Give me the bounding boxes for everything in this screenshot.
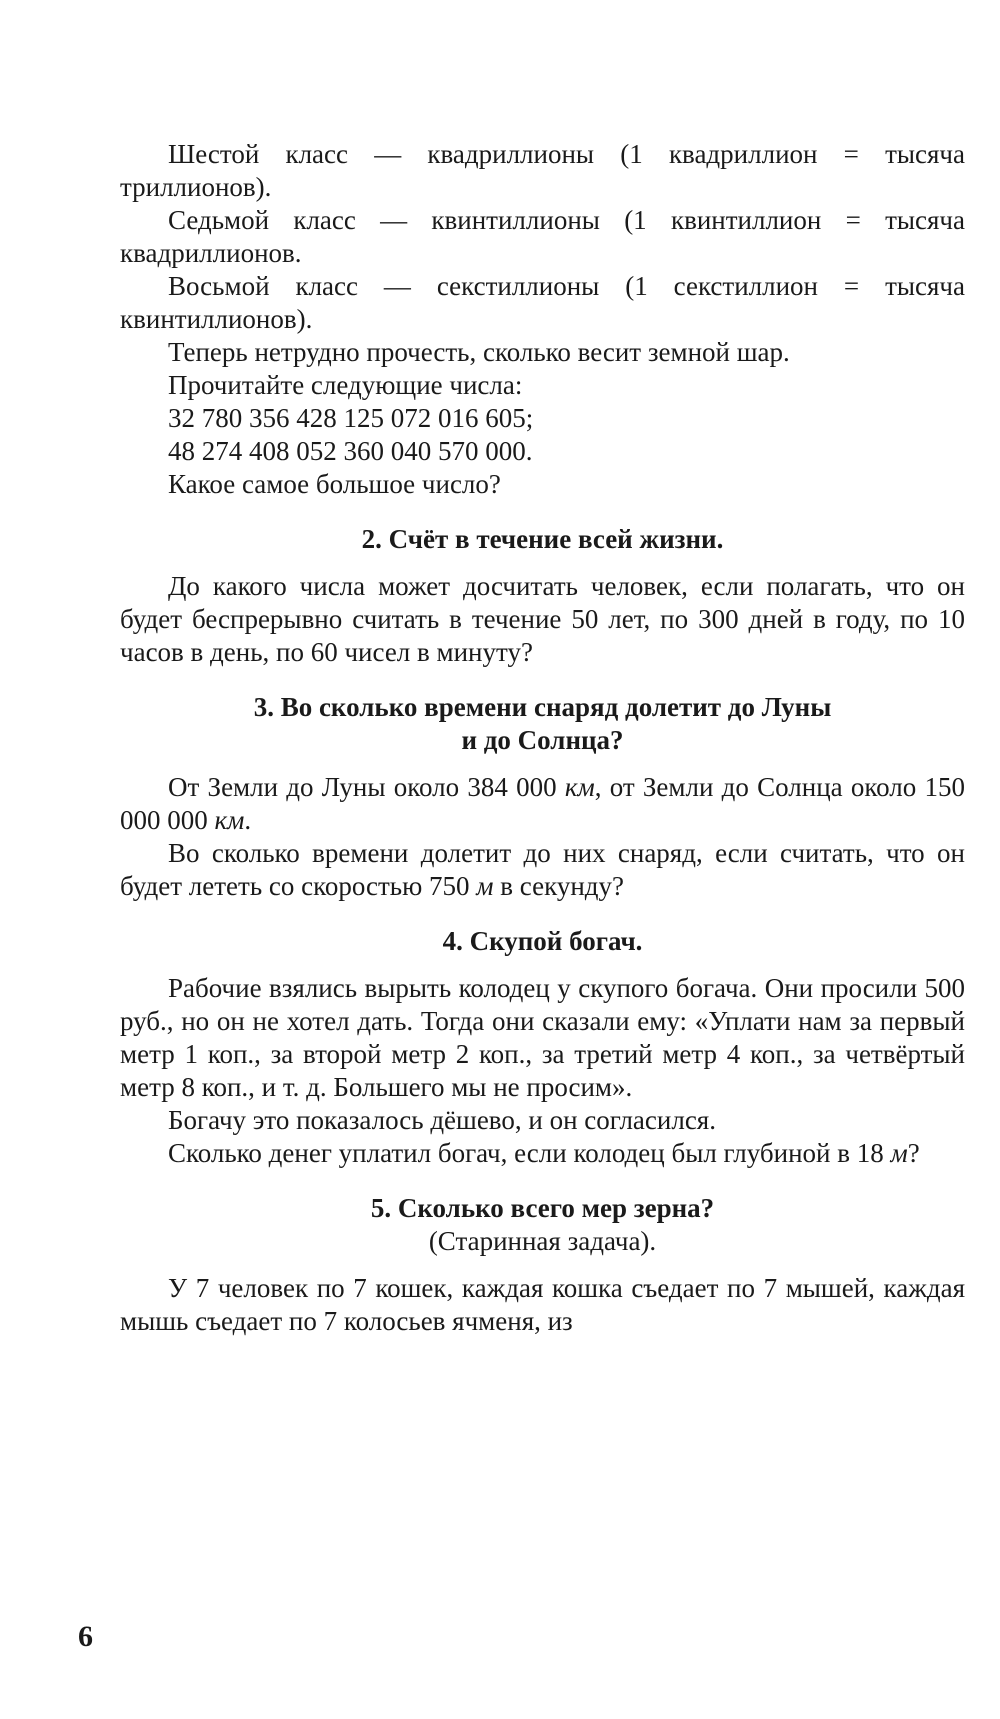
section-3-paragraph-1 — [120, 771, 965, 837]
section-3-p1-text-a: От Земли до Луны около 384 000 — [168, 772, 565, 802]
section-3-title — [120, 691, 965, 757]
section-4-p3-text-b: ? — [907, 1138, 920, 1168]
section-4-p3-text-a: Сколько денег уплатил богач, если колодец был глубиной в 18 — [168, 1138, 891, 1168]
section-4-paragraph-2: Богачу это показалось дёшево, и он согласился. — [168, 1105, 716, 1135]
paragraph-earth-weight: Теперь нетрудно прочесть, сколько весит земной шар. — [168, 337, 790, 367]
unit-km-1: км — [564, 772, 595, 802]
section-5-paragraph: У 7 человек по 7 кошек, каждая кошка съедает по 7 мышей, каждая мышь съедает по 7 колосьев ячменя, из — [120, 1273, 965, 1336]
section-4-paragraph-1: Рабочие взялись вырыть колодец у скупого богача. Они просили 500 руб., но он не хотел дать. Тогда они сказали ему: «Уплати нам за первый метр 1 коп., за второй метр 2 коп., за третий метр 4 коп., за четвёртый метр 8 коп., и т. д. Большего мы не просим». — [120, 973, 965, 1102]
paragraph-eighth-class: Восьмой класс — секстиллионы (1 секстиллион = тысяча квинтиллионов). — [120, 271, 965, 334]
paragraph-sixth-class: Шестой класс — квадриллионы (1 квадриллион = тысяча триллионов). — [120, 139, 965, 202]
section-3-p1-text-b: , от Земли до Солнца около 150 000 000 — [120, 772, 965, 835]
page-number: 6 — [78, 1620, 93, 1653]
paragraph-largest-number: Какое самое большое число? — [168, 469, 501, 499]
section-3-paragraph-2 — [120, 837, 965, 903]
section-5-title: 5. Сколько всего мер зерна? — [370, 1193, 715, 1223]
unit-m: м — [476, 871, 494, 901]
section-2-title: 2. Счёт в течение всей жизни. — [361, 524, 724, 554]
number-line-1: 32 780 356 428 125 072 016 605; — [168, 403, 534, 433]
section-2-paragraph: До какого числа может досчитать человек, если полагать, что он будет беспрерывно считать в течение 50 лет, по 300 дней в году, по 10 часов в день, по 60 чисел в минуту? — [120, 571, 965, 667]
section-3-p2-text-b: в секунду? — [493, 871, 624, 901]
section-3-p1-text-c: . — [244, 805, 252, 835]
page-body — [120, 138, 965, 1338]
number-line-2: 48 274 408 052 360 040 570 000. — [168, 436, 533, 466]
section-4-paragraph-3 — [120, 1137, 965, 1170]
section-3-title-line-1: 3. Во сколько времени снаряд долетит до Луны — [253, 692, 832, 722]
section-3-p2-text-a: Во сколько времени долетит до них снаряд, если считать, что он будет лететь со скоростью 750 — [120, 838, 965, 901]
paragraph-read-numbers: Прочитайте следующие числа: — [168, 370, 523, 400]
paragraph-seventh-class: Седьмой класс — квинтиллионы (1 квинтиллион = тысяча квадриллионов. — [120, 205, 965, 268]
unit-km-2: км — [214, 805, 245, 835]
section-4-title: 4. Скупой богач. — [442, 926, 643, 956]
section-5-subtitle: (Старинная задача). — [428, 1226, 657, 1256]
unit-m: м — [890, 1138, 908, 1168]
section-3-title-line-2: и до Солнца? — [461, 725, 624, 755]
